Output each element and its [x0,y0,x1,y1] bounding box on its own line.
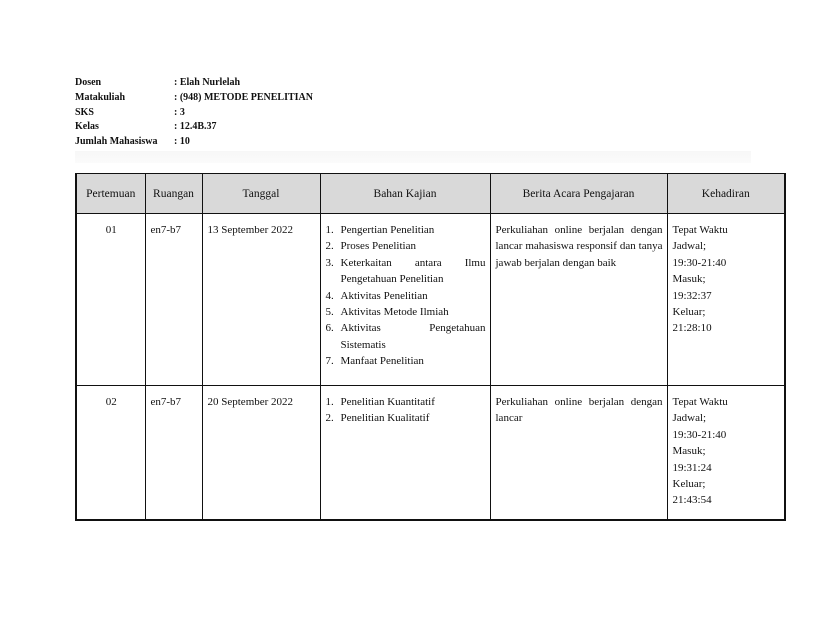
list-text: Manfaat Penelitian [340,355,424,368]
list-text: Pengertian Penelitian [340,224,435,236]
attendance-line: 19:30-21:40 [672,256,727,269]
attendance-line: 19:31:24 [672,461,712,474]
info-key: Matakuliah [75,91,126,103]
info-key: Dosen [75,77,102,88]
info-row-matakuliah [75,91,313,106]
attendance-line: 19:30-21:40 [672,428,727,441]
header-ruangan: Ruangan [145,174,202,214]
info-key: Kelas [75,121,99,133]
list-number: 4. [325,289,334,302]
table-row [76,386,785,521]
cell-bahan-kajian [320,386,490,521]
shaded-divider [75,151,751,163]
list-number: 7. [325,355,334,368]
list-text: Aktivitas Penelitian [340,289,428,302]
list-item [326,238,486,254]
list-number: 5. [325,306,334,319]
list-number: 2. [325,240,334,253]
header-pertemuan: Pertemuan [76,174,145,214]
list-number: 1. [325,224,334,236]
list-text: Aktivitas Pengetahuan Sistematis [340,322,486,351]
attendance-table [75,173,786,521]
list-item [326,222,486,238]
list-text: Proses Penelitian [340,240,416,253]
list-item [326,320,486,353]
topic-list [326,222,486,370]
info-row-dosen [75,76,313,91]
cell-tanggal: 20 September 2022 [202,386,320,521]
cell-kehadiran [667,386,785,521]
table-row [76,214,785,386]
list-item [326,304,486,320]
cell-bahan-kajian [320,214,490,386]
course-info [75,76,313,150]
info-row-jumlah-mahasiswa [75,135,313,150]
cell-kehadiran [667,214,785,386]
attendance-line: Keluar; [672,306,706,319]
list-text: Penelitian Kuantitatif [340,396,435,408]
cell-tanggal: 13 September 2022 [202,214,320,386]
info-key: Jumlah Mahasiswa [75,136,158,148]
attendance-line: Masuk; [672,445,706,458]
list-item [326,288,486,304]
list-number: 2. [325,412,334,425]
cell-ruangan: en7-b7 [145,214,202,386]
list-text: Penelitian Kualitatif [340,412,430,425]
header-kehadiran: Kehadiran [667,174,785,214]
list-item [326,255,486,288]
attendance-line: Keluar; [672,478,706,491]
info-row-kelas [75,120,313,135]
list-item [326,353,486,369]
info-value: : 10 [174,136,190,148]
header-tanggal: Tanggal [202,174,320,214]
info-key: SKS [75,106,94,118]
info-value: : 3 [174,106,185,118]
list-text: Aktivitas Metode Ilmiah [340,306,449,319]
topic-list [326,394,486,427]
attendance-line: Tepat Waktu [672,224,728,236]
list-number: 6. [325,322,334,335]
list-text: Keterkaitan antara Ilmu Pengetahuan Penelitian [340,256,486,286]
list-item [326,394,486,410]
header-berita-acara: Berita Acara Pengajaran [490,174,667,214]
header-bahan-kajian: Bahan Kajian [320,174,490,214]
cell-pertemuan: 01 [76,214,145,386]
attendance-line: Masuk; [672,273,706,286]
attendance-line: 19:32:37 [672,289,712,302]
list-number: 3. [325,256,334,269]
cell-berita-acara: Perkuliahan online berjalan dengan lancar [490,386,667,521]
info-row-sks [75,106,313,121]
info-value: : 12.4B.37 [174,121,217,133]
cell-ruangan: en7-b7 [145,386,202,521]
attendance-line: 21:28:10 [672,322,712,335]
list-item [326,410,486,426]
info-value: : Elah Nurlelah [174,77,241,88]
attendance-line: Tepat Waktu [672,396,728,408]
attendance-line: 21:43:54 [672,494,712,507]
cell-berita-acara: Perkuliahan online berjalan dengan lancar mahasiswa responsif dan tanya jawab berjalan dengan baik [490,214,667,386]
cell-pertemuan: 02 [76,386,145,521]
info-value: : (948) METODE PENELITIAN [174,91,313,103]
list-number: 1. [325,396,334,408]
attendance-line: Jadwal; [672,412,707,425]
attendance-line: Jadwal; [672,240,707,253]
table-header-row [76,174,785,214]
